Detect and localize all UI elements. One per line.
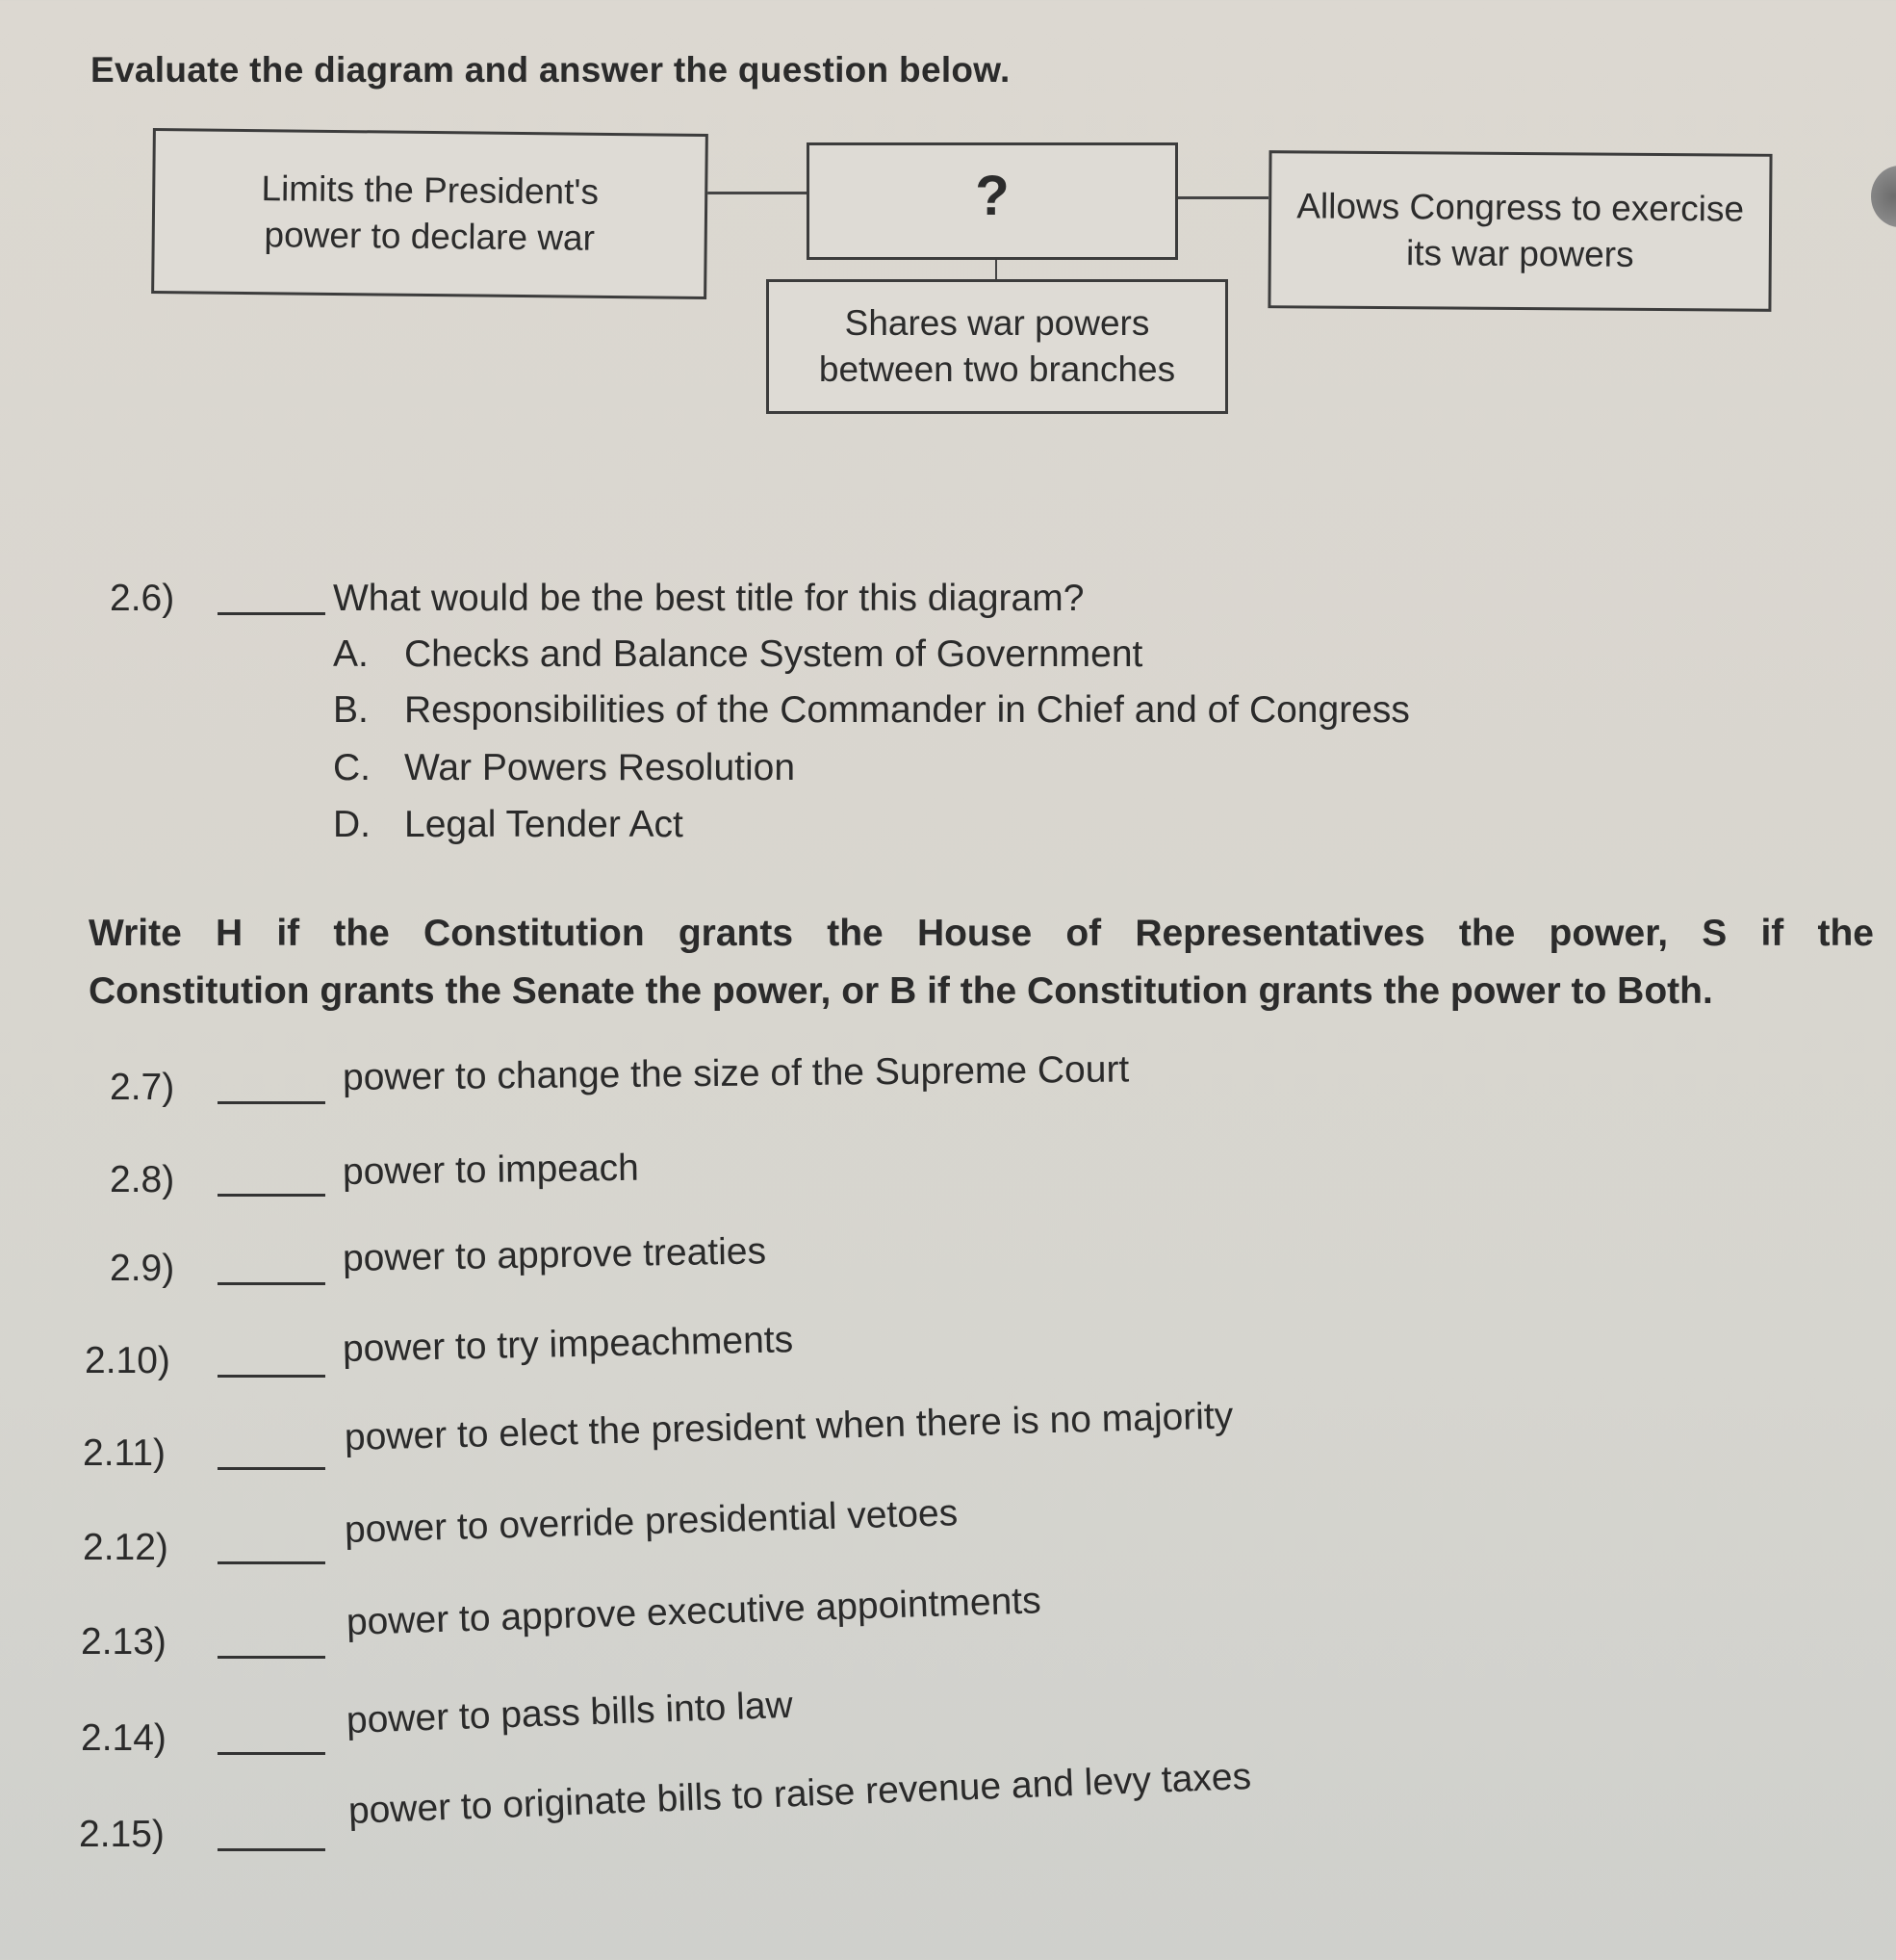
item-number: 2.8) bbox=[110, 1159, 175, 1200]
item-number: 2.14) bbox=[81, 1717, 167, 1759]
item-number: 2.12) bbox=[83, 1527, 168, 1568]
option-text: Legal Tender Act bbox=[404, 804, 683, 845]
item-number: 2.11) bbox=[83, 1432, 166, 1474]
item-text: power to impeach bbox=[342, 1147, 640, 1193]
hsb-instruction bbox=[89, 905, 1874, 1020]
diagram-box-allows-congress bbox=[1268, 150, 1772, 312]
option-letter: D. bbox=[333, 804, 371, 845]
box-text-line: Shares war powers bbox=[844, 303, 1150, 343]
answer-blank[interactable] bbox=[218, 612, 325, 615]
item-number: 2.13) bbox=[81, 1621, 167, 1663]
instruction-line-1: Write H if the Constitution grants the House of Representatives the power, S if the bbox=[89, 913, 1874, 954]
item-text: power to approve treaties bbox=[342, 1230, 767, 1279]
option-letter: A. bbox=[333, 633, 369, 675]
diagram-connector-right bbox=[1178, 196, 1268, 199]
box-text-line: Allows Congress to exercise bbox=[1296, 186, 1745, 229]
answer-blank[interactable] bbox=[218, 1375, 325, 1378]
diagram-instruction: Evaluate the diagram and answer the question below. bbox=[90, 50, 1011, 90]
option-text: Checks and Balance System of Government bbox=[404, 633, 1143, 675]
answer-blank[interactable] bbox=[218, 1282, 325, 1285]
answer-blank[interactable] bbox=[218, 1101, 325, 1104]
option-b bbox=[333, 689, 1410, 732]
question-prompt: What would be the best title for this diagram? bbox=[333, 578, 1085, 619]
option-c bbox=[333, 747, 795, 789]
diagram-connector-down bbox=[995, 260, 997, 279]
option-d bbox=[333, 804, 683, 846]
item-text: power to change the size of the Supreme Court bbox=[342, 1048, 1130, 1098]
diagram-box-limits-president bbox=[151, 128, 708, 299]
item-text: power to elect the president when there is no majority bbox=[344, 1395, 1234, 1458]
box-text-line: Limits the President's bbox=[261, 168, 600, 212]
answer-blank[interactable] bbox=[218, 1194, 325, 1197]
item-number: 2.7) bbox=[110, 1067, 175, 1108]
option-letter: C. bbox=[333, 747, 371, 788]
answer-blank[interactable] bbox=[218, 1848, 325, 1851]
answer-blank[interactable] bbox=[218, 1656, 325, 1659]
box-text-line: between two branches bbox=[818, 349, 1176, 389]
item-number: 2.10) bbox=[85, 1340, 170, 1381]
item-text: power to approve executive appointments bbox=[346, 1580, 1042, 1643]
binder-punch-hole bbox=[1871, 166, 1896, 227]
item-text: power to pass bills into law bbox=[346, 1684, 794, 1741]
box-text-line: power to declare war bbox=[264, 215, 596, 258]
question-number: 2.6) bbox=[110, 578, 175, 619]
instruction-line-2: Constitution grants the Senate the power, or B if the Constitution grants the power to Both. bbox=[89, 970, 1713, 1012]
question-mark: ? bbox=[975, 165, 1010, 227]
item-number: 2.15) bbox=[79, 1814, 165, 1855]
item-text: power to try impeachments bbox=[342, 1319, 794, 1370]
option-a bbox=[333, 633, 1142, 676]
diagram-box-shares-powers bbox=[766, 279, 1228, 414]
box-text-line: its war powers bbox=[1405, 233, 1634, 274]
item-number: 2.9) bbox=[110, 1248, 175, 1289]
diagram-connector-left bbox=[707, 192, 807, 194]
answer-blank[interactable] bbox=[218, 1561, 325, 1564]
option-letter: B. bbox=[333, 689, 369, 731]
diagram-box-unknown bbox=[807, 142, 1178, 260]
option-text: War Powers Resolution bbox=[404, 747, 796, 788]
option-text: Responsibilities of the Commander in Chief and of Congress bbox=[404, 689, 1410, 731]
answer-blank[interactable] bbox=[218, 1467, 325, 1470]
item-text: power to originate bills to raise revenue and levy taxes bbox=[347, 1755, 1252, 1832]
item-text: power to override presidential vetoes bbox=[344, 1492, 959, 1551]
answer-blank[interactable] bbox=[218, 1752, 325, 1755]
